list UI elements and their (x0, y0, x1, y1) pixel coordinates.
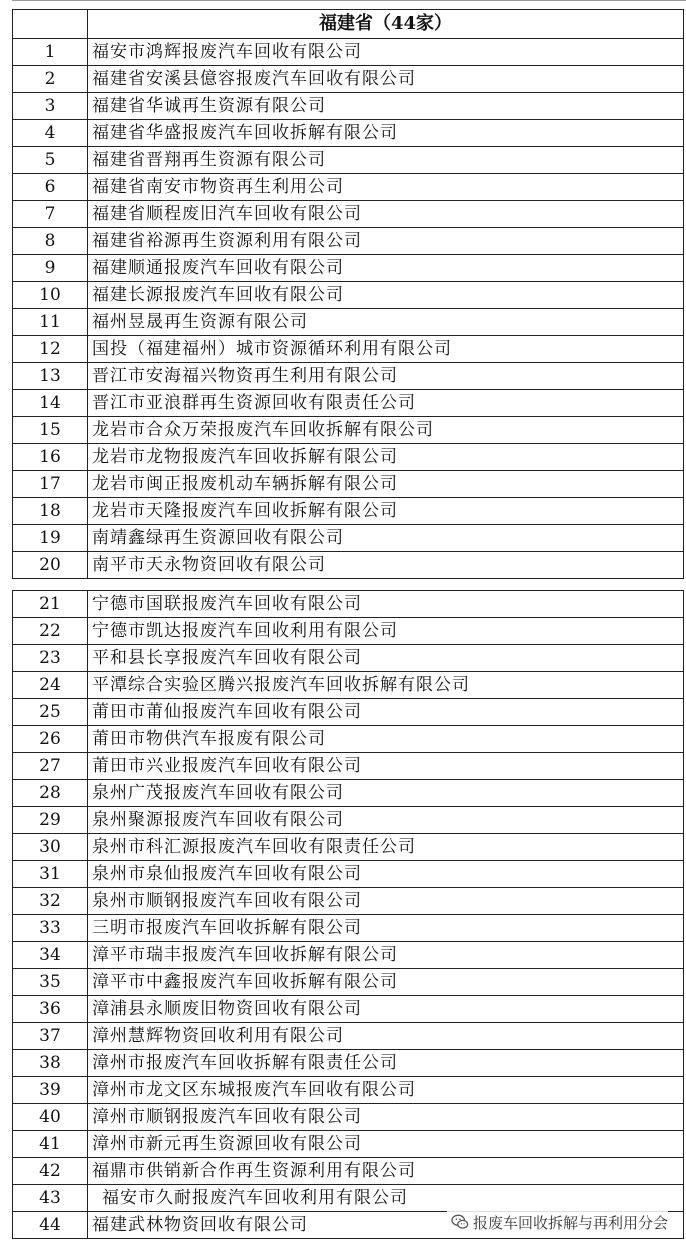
company-name: 南靖鑫绿再生资源回收有限公司 (88, 525, 684, 552)
row-number: 20 (13, 552, 88, 579)
company-name: 泉州聚源报废汽车回收有限公司 (88, 807, 684, 834)
table-row (13, 807, 684, 834)
row-number: 24 (13, 672, 88, 699)
table-title: 福建省（44家） (88, 10, 684, 39)
row-number: 26 (13, 726, 88, 753)
company-name: 福鼎市供销新合作再生资源利用有限公司 (88, 1158, 684, 1185)
table-row (13, 996, 684, 1023)
company-name: 福安市久耐报废汽车回收利用有限公司 (88, 1185, 684, 1212)
table-row (13, 498, 684, 525)
row-number: 9 (13, 255, 88, 282)
company-name: 国投（福建福州）城市资源循环利用有限公司 (88, 336, 684, 363)
table-row (13, 552, 684, 579)
company-name: 福建省南安市物资再生利用公司 (88, 174, 684, 201)
company-table-part-2 (12, 590, 684, 1239)
company-name: 南平市天永物资回收有限公司 (88, 552, 684, 579)
table-row (13, 1158, 684, 1185)
company-name: 龙岩市闽正报废机动车辆拆解有限公司 (88, 471, 684, 498)
company-name: 福建省顺程废旧汽车回收有限公司 (88, 201, 684, 228)
row-number: 4 (13, 120, 88, 147)
row-number: 37 (13, 1023, 88, 1050)
company-name: 漳州市顺钢报废汽车回收有限公司 (88, 1104, 684, 1131)
header-blank-cell (13, 10, 88, 39)
table-row (13, 861, 684, 888)
row-number: 31 (13, 861, 88, 888)
row-number: 13 (13, 363, 88, 390)
row-number: 36 (13, 996, 88, 1023)
row-number: 17 (13, 471, 88, 498)
company-name: 福州昱晟再生资源有限公司 (88, 309, 684, 336)
table-row (13, 753, 684, 780)
page-gap (12, 580, 684, 590)
table-row (13, 699, 684, 726)
row-number: 30 (13, 834, 88, 861)
company-name: 泉州市泉仙报废汽车回收有限公司 (88, 861, 684, 888)
row-number: 19 (13, 525, 88, 552)
company-name: 漳州市龙文区东城报废汽车回收有限公司 (88, 1077, 684, 1104)
table-row (13, 834, 684, 861)
table-row (13, 645, 684, 672)
company-name: 平和县长享报废汽车回收有限公司 (88, 645, 684, 672)
table-row (13, 726, 684, 753)
company-name: 福建长源报废汽车回收有限公司 (88, 282, 684, 309)
row-number: 15 (13, 417, 88, 444)
table-row (13, 66, 684, 93)
company-name: 福建省安溪县億容报废汽车回收有限公司 (88, 66, 684, 93)
company-name: 福建武林物资回收有限公司 (88, 1212, 684, 1239)
table-row (13, 969, 684, 996)
table-row (13, 201, 684, 228)
company-name: 福建省华诚再生资源有限公司 (88, 93, 684, 120)
table-row (13, 93, 684, 120)
row-number: 43 (13, 1185, 88, 1212)
company-name: 福建顺通报废汽车回收有限公司 (88, 255, 684, 282)
row-number: 3 (13, 93, 88, 120)
table-row (13, 1185, 684, 1212)
row-number: 29 (13, 807, 88, 834)
company-name: 泉州市顺钢报废汽车回收有限公司 (88, 888, 684, 915)
table-row (13, 120, 684, 147)
row-number: 10 (13, 282, 88, 309)
table-row (13, 471, 684, 498)
row-number: 2 (13, 66, 88, 93)
table-row (13, 282, 684, 309)
table-row (13, 672, 684, 699)
table-row (13, 390, 684, 417)
row-number: 35 (13, 969, 88, 996)
company-name: 龙岩市天隆报废汽车回收拆解有限公司 (88, 498, 684, 525)
row-number: 11 (13, 309, 88, 336)
table-row (13, 1023, 684, 1050)
wechat-icon (451, 1213, 469, 1231)
company-name: 福安市鸿辉报废汽车回收有限公司 (88, 39, 684, 66)
row-number: 5 (13, 147, 88, 174)
company-name: 宁德市凯达报废汽车回收利用有限公司 (88, 618, 684, 645)
row-number: 18 (13, 498, 88, 525)
table-row (13, 228, 684, 255)
row-number: 6 (13, 174, 88, 201)
company-name: 莆田市莆仙报废汽车回收有限公司 (88, 699, 684, 726)
company-name: 泉州市科汇源报废汽车回收有限责任公司 (88, 834, 684, 861)
company-name: 宁德市国联报废汽车回收有限公司 (88, 591, 684, 618)
row-number: 38 (13, 1050, 88, 1077)
company-name: 漳平市瑞丰报废汽车回收拆解有限公司 (88, 942, 684, 969)
table-row (13, 444, 684, 471)
company-name: 漳州市新元再生资源回收有限公司 (88, 1131, 684, 1158)
company-name: 莆田市兴业报废汽车回收有限公司 (88, 753, 684, 780)
company-table-part-1 (12, 9, 684, 579)
row-number: 23 (13, 645, 88, 672)
company-name: 漳州市报废汽车回收拆解有限责任公司 (88, 1050, 684, 1077)
company-name: 龙岩市合众万荣报废汽车回收拆解有限公司 (88, 417, 684, 444)
company-name: 泉州广茂报废汽车回收有限公司 (88, 780, 684, 807)
row-number: 12 (13, 336, 88, 363)
table-row (13, 336, 684, 363)
table-header-row (13, 10, 684, 39)
row-number: 28 (13, 780, 88, 807)
company-name: 莆田市物供汽车报废有限公司 (88, 726, 684, 753)
table-row (13, 618, 684, 645)
table-row (13, 1104, 684, 1131)
row-number: 7 (13, 201, 88, 228)
watermark-text: 报废车回收拆解与再利用分会 (472, 1213, 668, 1232)
table-row (13, 1050, 684, 1077)
company-name: 三明市报废汽车回收拆解有限公司 (88, 915, 684, 942)
table-row (13, 942, 684, 969)
row-number: 40 (13, 1104, 88, 1131)
watermark (447, 1209, 668, 1235)
company-name: 平潭综合实验区腾兴报废汽车回收拆解有限公司 (88, 672, 684, 699)
table-row (13, 363, 684, 390)
company-name: 福建省华盛报废汽车回收拆解有限公司 (88, 120, 684, 147)
table-row (13, 147, 684, 174)
table-row (13, 39, 684, 66)
table-row (13, 888, 684, 915)
row-number: 32 (13, 888, 88, 915)
row-number: 39 (13, 1077, 88, 1104)
table-row (13, 780, 684, 807)
row-number: 33 (13, 915, 88, 942)
row-number: 27 (13, 753, 88, 780)
row-number: 21 (13, 591, 88, 618)
table-row (13, 591, 684, 618)
top-rule (12, 0, 686, 1)
row-number: 44 (13, 1212, 88, 1239)
row-number: 22 (13, 618, 88, 645)
row-number: 41 (13, 1131, 88, 1158)
row-number: 8 (13, 228, 88, 255)
row-number: 14 (13, 390, 88, 417)
table-row (13, 525, 684, 552)
company-name: 晋江市亚浪群再生资源回收有限责任公司 (88, 390, 684, 417)
table-row (13, 915, 684, 942)
company-name: 福建省晋翔再生资源有限公司 (88, 147, 684, 174)
row-number: 34 (13, 942, 88, 969)
company-name: 龙岩市龙物报废汽车回收拆解有限公司 (88, 444, 684, 471)
row-number: 25 (13, 699, 88, 726)
company-name: 晋江市安海福兴物资再生利用有限公司 (88, 363, 684, 390)
table-row (13, 1131, 684, 1158)
table-row (13, 1077, 684, 1104)
table-row (13, 255, 684, 282)
row-number: 1 (13, 39, 88, 66)
company-name: 漳州慧辉物资回收利用有限公司 (88, 1023, 684, 1050)
company-name: 福建省裕源再生资源利用有限公司 (88, 228, 684, 255)
company-name: 漳平市中鑫报废汽车回收拆解有限公司 (88, 969, 684, 996)
row-number: 42 (13, 1158, 88, 1185)
table-row (13, 309, 684, 336)
table-row (13, 174, 684, 201)
company-name: 漳浦县永顺废旧物资回收有限公司 (88, 996, 684, 1023)
table-row (13, 417, 684, 444)
row-number: 16 (13, 444, 88, 471)
